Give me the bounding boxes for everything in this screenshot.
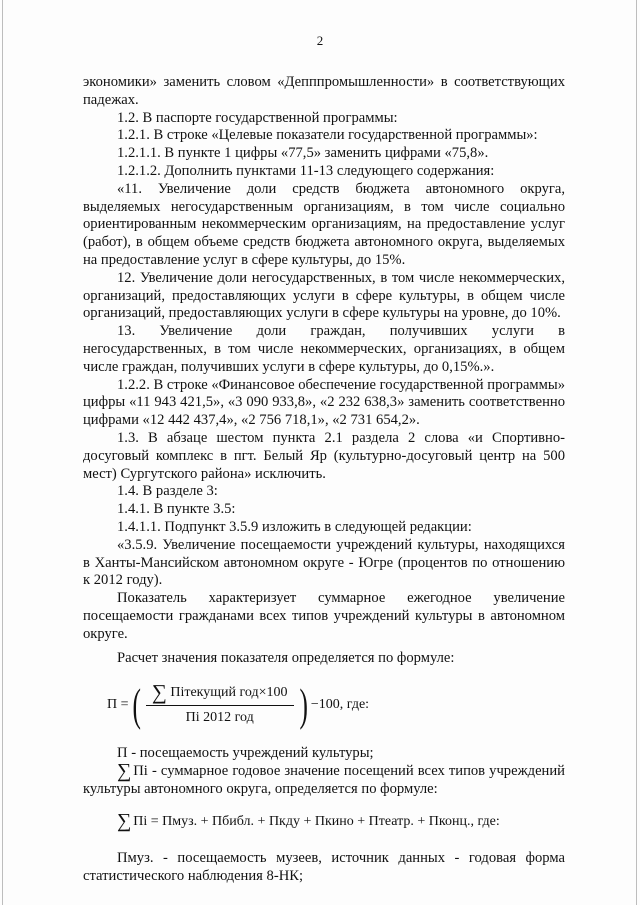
formula-sum-text: Пi = Пмуз. + Пбибл. + Пкду + Пкино + Птеатр. + Пконц., где: <box>133 813 500 829</box>
paragraph-text: Пi - суммарное годовое значение посещений всех типов учреждений культуры автономного округа, определяется по формуле: <box>83 763 565 797</box>
fraction-numerator <box>146 680 294 706</box>
scan-edge-line <box>2 0 3 905</box>
paragraph: 13. Увеличение доли граждан, получивших услуги в негосударственных, в том числе некоммерческих, организациях, в общем числе граждан, получивших услуги в сфере культуры, до 0,15%.». <box>83 323 565 375</box>
sigma-symbol: ∑ <box>151 680 167 704</box>
paragraph: 1.2. В паспорте государственной программы: <box>117 109 398 126</box>
paragraph: 1.2.1. В строке «Целевые показатели государственной программы»: <box>117 127 538 144</box>
paragraph: 12. Увеличение доли негосударственных, в том числе некоммерческих, организаций, предоставляющих услуги в сфере культуры, в общем числе организаций, предоставляющих услуги в сфере культуры на уровне, до 10%. <box>83 269 565 322</box>
formula-sum <box>117 809 565 832</box>
paragraph: 1.2.1.1. В пункте 1 цифры «77,5» заменить цифрами «75,8». <box>117 145 489 162</box>
paragraph: 1.4. В разделе 3: <box>117 483 218 500</box>
sigma-symbol: ∑ <box>117 809 132 832</box>
document-body <box>83 74 565 886</box>
numerator-text: Пiтекущий год×100 <box>170 685 288 700</box>
paragraph: экономики» заменить словом «Депппромышленности» в соответствующих падежах. <box>83 74 565 108</box>
paragraph: «11. Увеличение доли средств бюджета автономного округа, выделяемых негосударственным организациям, в том числе социально ориентированным некоммерческим организациям, на предоставление услуг (работ), в общем объеме средств бюджета автономного округа, выделяемых на предоставление услуг в сфере культуры, до 15%. <box>83 180 565 268</box>
paragraph <box>83 760 565 799</box>
paragraph: Пмуз. - посещаемость музеев, источник данных - годовая форма статистического наблюдения 8-НК; <box>83 850 565 885</box>
fraction-denominator: Пi 2012 год <box>185 709 254 725</box>
paragraph: Расчет значения показателя определяется по формуле: <box>117 649 455 666</box>
left-paren: ( <box>131 679 141 731</box>
paragraph: Показатель характеризует суммарное ежегодное увеличение посещаемости гражданами всех типов учреждений культуры в автономном округе. <box>83 590 565 642</box>
formula-lhs: П = <box>107 697 129 713</box>
scan-edge-line <box>636 0 637 905</box>
paragraph: 1.4.1.1. Подпункт 3.5.9 изложить в следующей редакции: <box>117 518 472 535</box>
paragraph: 1.2.1.2. Дополнить пунктами 11-13 следующего содержания: <box>117 162 495 179</box>
paragraph: «3.5.9. Увеличение посещаемости учреждений культуры, находящихся в Ханты-Мансийском автономном округе - Югре (процентов по отношению к 2012 году). <box>83 536 565 589</box>
formula-indicator <box>107 677 565 733</box>
right-paren: ) <box>298 679 308 731</box>
sigma-symbol: ∑ <box>117 760 132 783</box>
paragraph: 1.4.1. В пункте 3.5: <box>117 501 236 518</box>
paragraph: 1.3. В абзаце шестом пункта 2.1 раздела 2 слова «и Спортивно-досуговый комплекс в пгт. Белый Яр (культурно-досуговый центр на 500 мест) Сургутского района» исключить. <box>83 429 565 482</box>
paragraph: П - посещаемость учреждений культуры; <box>117 745 374 762</box>
formula-fraction <box>146 680 294 727</box>
formula-tail: −100, где: <box>310 697 370 713</box>
page-number: 2 <box>316 33 324 48</box>
paragraph: 1.2.2. В строке «Финансовое обеспечение государственной программы» цифры «11 943 421,5», «3 090 933,8», «2 232 638,3» заменить соответственно цифрами «12 442 437,4», «2 756 718,1», «2 731 654,2». <box>83 376 565 429</box>
